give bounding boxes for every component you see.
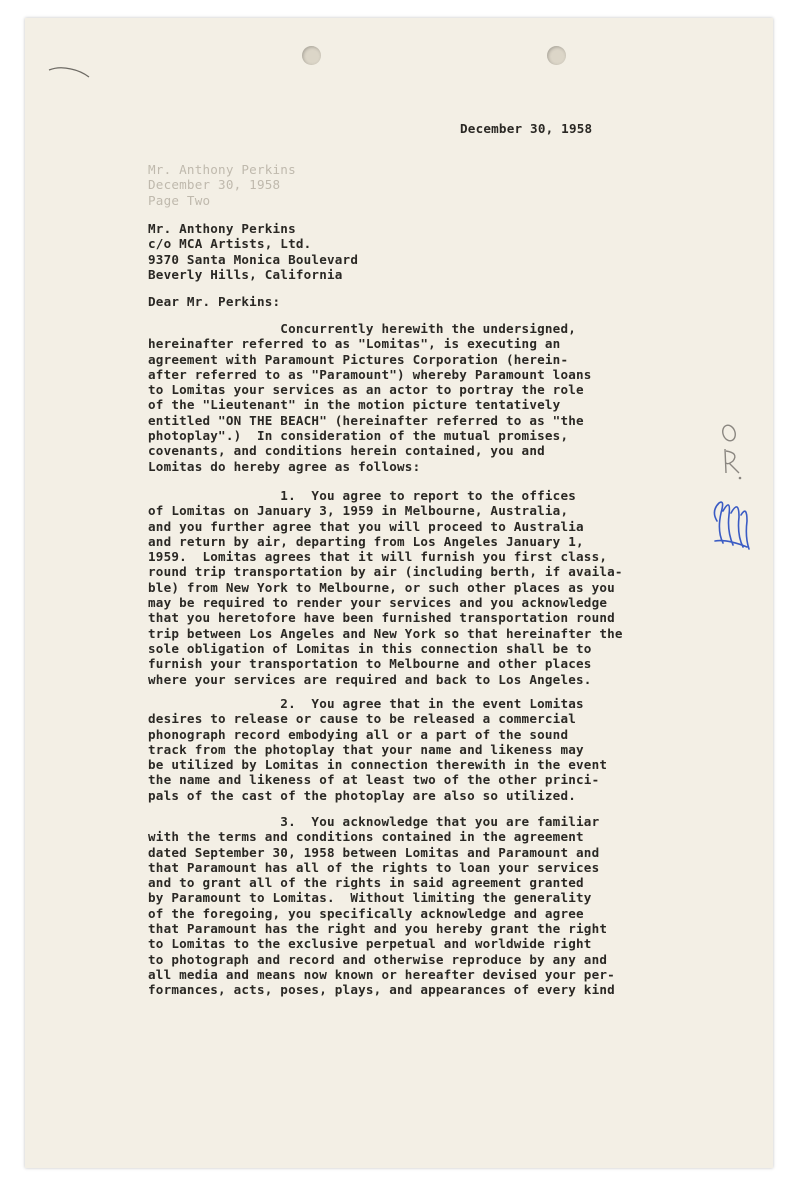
paragraph-3: 3. You acknowledge that you are familiar with the terms and conditions contained in the agreement dated September 30, 1958 between Lomitas and Paramount and that Paramount has all of the rights to loan your services and to grant all of the rights in said agreement granted by Paramount to Lomitas. Without limiting the generality of the foregoing, you specifically acknowledge and agree that Paramount has the right and you hereby grant the right to Lomitas to the exclusive perpetual and worldwide right to photograph and record and otherwise reproduce by any and all media and means now known or hereafter devised your per- formances, acts, poses, plays, and appearances of every kind <box>148 814 615 998</box>
punch-hole-left <box>302 46 321 65</box>
recipient-care-of: c/o MCA Artists, Ltd. <box>148 236 312 252</box>
punch-hole-right <box>547 46 566 65</box>
letter-date: December 30, 1958 <box>460 121 593 136</box>
recipient-address <box>148 221 358 282</box>
recipient-name: Mr. Anthony Perkins <box>148 221 296 236</box>
paragraph-intro: Concurrently herewith the undersigned, hereinafter referred to as "Lomitas", is executing an agreement with Paramount Pictures Corporation (herein- after referred to as "Paramount") whereby Paramount loans to Lomitas your services as an actor to portray the role of the "Lieutenant" in the motion picture tentatively entitled "ON THE BEACH" (hereinafter referred to as "the photoplay".) In consideration of the mutual promises, covenants, and conditions herein contained, you and Lomitas do hereby agree as follows: <box>148 321 592 474</box>
recipient-city: Beverly Hills, California <box>148 266 343 282</box>
pencil-ok-icon <box>713 423 747 483</box>
blue-ink-initials-icon <box>707 491 755 561</box>
paragraph-1: 1. You agree to report to the offices of Lomitas on January 3, 1959 in Melbourne, Australia, and you further agree that you will proceed to Australia and return by air, departing from Los Angeles January 1, 1959. Lomitas agrees that it will furnish you first class, round trip transportation by air (including berth, if availa- ble) from New York to Melbourne, or such other places as you may be required to render your services and you acknowledge that you heretofore have been furnished transportation round trip between Los Angeles and New York so that hereinafter the sole obligation of Lomitas in this connection shall be to furnish your transportation to Melbourne and other places where your services are required and back to Los Angeles. <box>148 488 623 687</box>
salutation: Dear Mr. Perkins: <box>148 294 281 309</box>
show-through-header: Mr. Anthony Perkins December 30, 1958 Page Two <box>148 162 296 208</box>
staple-mark-icon <box>47 66 91 80</box>
recipient-street: 9370 Santa Monica Boulevard <box>148 251 359 267</box>
paragraph-2: 2. You agree that in the event Lomitas desires to release or cause to be released a commercial phonograph record embodying all or a part of the sound track from the photoplay that your name and likeness may be utilized by Lomitas in connection therewith in the event the name and likeness of at least two of the other princi- pals of the cast of the photoplay are also so utilized. <box>148 696 608 803</box>
letter-page <box>25 18 773 1168</box>
